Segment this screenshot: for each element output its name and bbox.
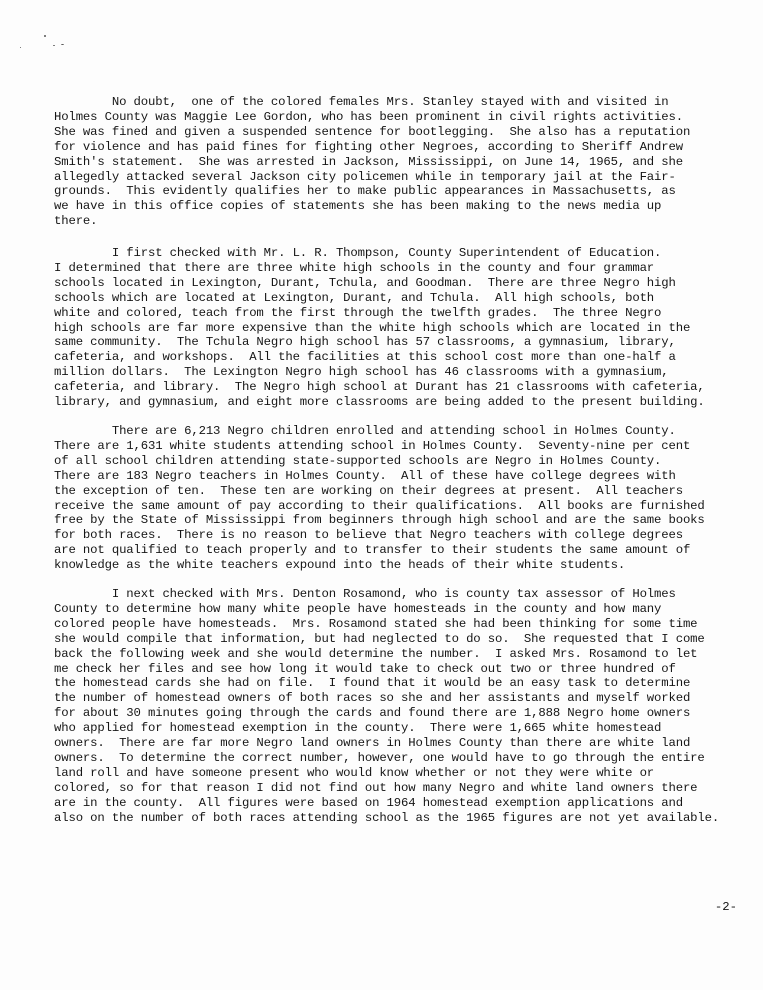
text-line: there. bbox=[54, 214, 98, 229]
text-line: There are 6,213 Negro children enrolled and attending school in Holmes County. bbox=[54, 424, 676, 438]
text-line: white and colored, teach from the first through the twelfth grades. The three Negro bbox=[54, 305, 662, 320]
text-line: me check her files and see how long it would take to check out two or three hundred of bbox=[54, 661, 676, 676]
scan-speck bbox=[44, 35, 46, 37]
text-line: owners. To determine the correct number, however, one would have to go through the entire bbox=[54, 750, 705, 765]
text-line: schools located in Lexington, Durant, Tchula, and Goodman. There are three Negro high bbox=[54, 275, 676, 290]
text-line: owners. There are far more Negro land owners in Holmes County than there are white land bbox=[54, 736, 691, 751]
text-line: the number of homestead owners of both races so she and her assistants and myself worked bbox=[54, 691, 691, 706]
text-line: back the following week and she would determine the number. I asked Mrs. Rosamond to let bbox=[54, 646, 698, 661]
text-line: for about 30 minutes going through the cards and found there are 1,888 Negro home owners bbox=[54, 706, 691, 721]
text-line: allegedly attacked several Jackson city policemen while in temporary jail at the Fair- bbox=[54, 169, 676, 184]
text-line: also on the number of both races attending school as the 1965 figures are not yet available. bbox=[54, 810, 720, 825]
text-line: I first checked with Mr. L. R. Thompson, County Superintendent of Education. bbox=[54, 246, 662, 260]
text-line: I next checked with Mrs. Denton Rosamond, who is county tax assessor of Holmes bbox=[54, 587, 676, 601]
page-number: -2- bbox=[714, 900, 737, 914]
paragraph-2 bbox=[54, 246, 742, 410]
text-line: There are 1,631 white students attending school in Holmes County. Seventy-nine per cent bbox=[54, 438, 691, 453]
text-line: colored people have homesteads. Mrs. Rosamond stated she had been thinking for some time bbox=[54, 616, 698, 631]
text-line: high schools are far more expensive than the white high schools which are located in the bbox=[54, 320, 691, 335]
text-line: for both races. There is no reason to believe that Negro teachers with college degrees bbox=[54, 528, 683, 543]
text-line: who applied for homestead exemption in the county. There were 1,665 white homestead bbox=[54, 721, 662, 736]
text-line: million dollars. The Lexington Negro high school has 46 classrooms with a gymnasium, bbox=[54, 365, 669, 380]
scan-speck bbox=[20, 47, 21, 48]
text-line: land roll and have someone present who would know whether or not they were white or bbox=[54, 765, 655, 780]
text-line: we have in this office copies of statements she has been making to the news media up bbox=[54, 199, 662, 214]
scan-speck bbox=[53, 45, 55, 46]
scan-speck bbox=[61, 44, 64, 45]
text-line: No doubt, one of the colored females Mrs. Stanley stayed with and visited in bbox=[54, 95, 669, 109]
text-line: for violence and has paid fines for fighting other Negroes, according to Sheriff Andrew bbox=[54, 139, 683, 154]
text-line: are in the county. All figures were based on 1964 homestead exemption applications and bbox=[54, 795, 683, 810]
text-line: County to determine how many white people have homesteads in the county and how many bbox=[54, 601, 662, 616]
text-line: There are 183 Negro teachers in Holmes County. All of these have college degrees with bbox=[54, 468, 676, 483]
text-line: the exception of ten. These ten are working on their degrees at present. All teachers bbox=[54, 483, 683, 498]
text-line: cafeteria, and library. The Negro high school at Durant has 21 classrooms with cafeteria, bbox=[54, 380, 705, 395]
text-line: cafeteria, and workshops. All the facilities at this school cost more than one-half a bbox=[54, 350, 676, 365]
text-line: same community. The Tchula Negro high school has 57 classrooms, a gymnasium, library, bbox=[54, 335, 676, 350]
text-line: She was fined and given a suspended sentence for bootlegging. She also has a reputation bbox=[54, 124, 691, 139]
text-line: the homestead cards she had on file. I found that it would be an easy task to determine bbox=[54, 676, 691, 691]
paragraph-3 bbox=[54, 424, 742, 573]
paragraph-4 bbox=[54, 587, 742, 826]
text-line: she would compile that information, but had neglected to do so. She requested that I come bbox=[54, 631, 705, 646]
text-line: receive the same amount of pay according to their qualifications. All books are furnished bbox=[54, 498, 705, 513]
text-line: Smith's statement. She was arrested in Jackson, Mississippi, on June 14, 1965, and she bbox=[54, 154, 683, 169]
text-line: grounds. This evidently qualifies her to make public appearances in Massachusetts, as bbox=[54, 184, 676, 199]
text-line: of all school children attending state-supported schools are Negro in Holmes County. bbox=[54, 453, 662, 468]
text-line: colored, so for that reason I did not find out how many Negro and white land owners there bbox=[54, 780, 698, 795]
text-line: I determined that there are three white high schools in the county and four grammar bbox=[54, 260, 655, 275]
text-line: library, and gymnasium, and eight more classrooms are being added to the present building. bbox=[54, 395, 705, 410]
text-line: Holmes County was Maggie Lee Gordon, who has been prominent in civil rights activities. bbox=[54, 109, 683, 124]
paragraph-1 bbox=[54, 95, 742, 229]
text-line: knowledge as the white teachers expound into the heads of their white students. bbox=[54, 558, 626, 573]
text-line: free by the State of Mississippi from beginners through high school and are the same books bbox=[54, 513, 705, 528]
text-line: schools which are located at Lexington, Durant, and Tchula. All high schools, both bbox=[54, 290, 655, 305]
text-line: are not qualified to teach properly and to transfer to their students the same amount of bbox=[54, 543, 691, 558]
